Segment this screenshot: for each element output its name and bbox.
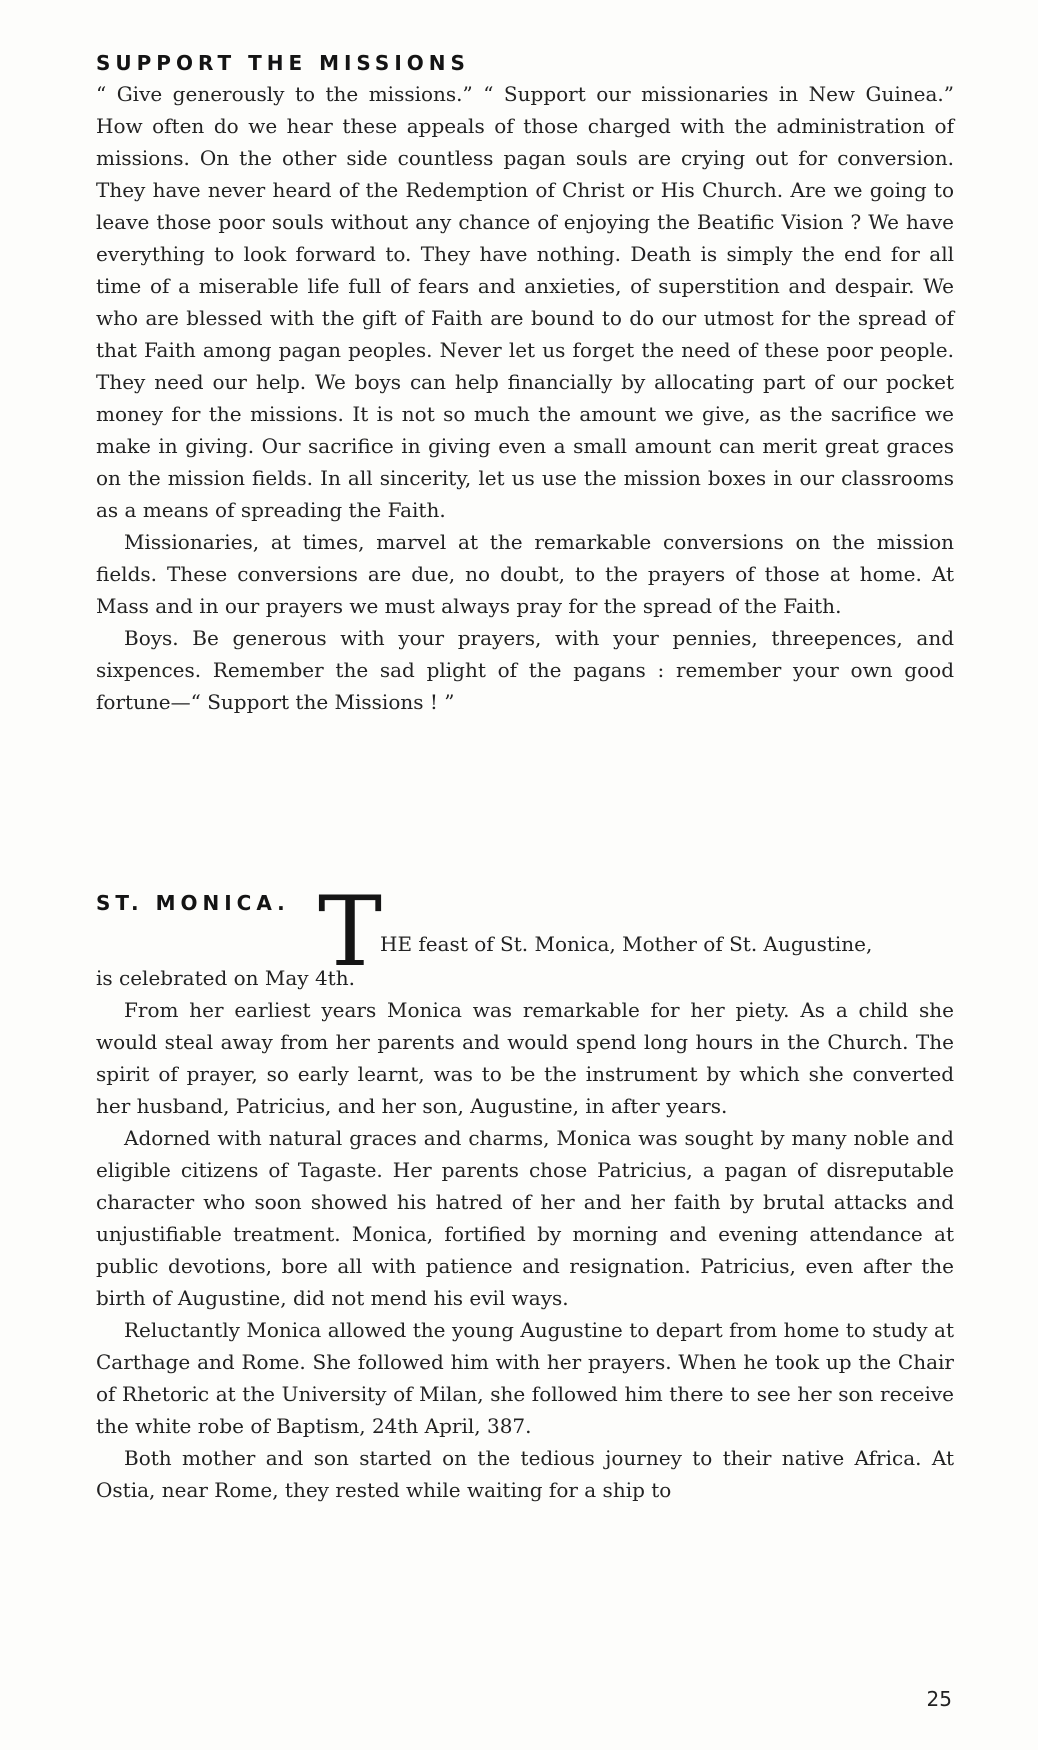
monica-lead-rest: is celebrated on May 4th. — [96, 966, 355, 990]
drop-cap: T — [318, 876, 383, 988]
missions-heading: SUPPORT THE MISSIONS — [96, 51, 470, 75]
monica-paragraph: Both mother and son started on the tedious journey to their native Africa. At Ostia, near Rome, they rested while waiting for a ship to — [96, 1446, 954, 1502]
monica-lead-line: HE feast of St. Monica, Mother of St. Augustine, — [380, 932, 873, 956]
monica-heading: ST. MONICA. — [96, 891, 290, 915]
monica-paragraph: From her earliest years Monica was remarkable for her piety. As a child she would steal away from her parents and would spend long hours in the Church. The spirit of prayer, so early learnt, was to be the instrument by which she converted her husband, Patricius, and her son, Augustine, in after years. — [96, 998, 954, 1118]
missions-paragraph: Missionaries, at times, marvel at the remarkable conversions on the mission fields. These conversions are due, no doubt, to the prayers of those at home. At Mass and in our prayers we must always pray for the spread of the Faith. — [96, 530, 954, 618]
monica-section — [96, 878, 954, 1506]
missions-paragraph: Boys. Be generous with your prayers, with your pennies, threepences, and sixpences. Remember the sad plight of the pagans : remember your own good fortune—“ Support the Missions ! ” — [96, 626, 954, 714]
missions-section — [96, 48, 954, 718]
monica-paragraph: Adorned with natural graces and charms, Monica was sought by many noble and eligible citizens of Tagaste. Her parents chose Patricius, a pagan of disreputable character who soon showed his hatred of her and her faith by brutal attacks and unjustifiable treatment. Monica, fortified by morning and evening attendance at public devotions, bore all with patience and resignation. Patricius, even after the birth of Augustine, did not mend his evil ways. — [96, 1126, 954, 1310]
page-number: 25 — [926, 1687, 952, 1711]
missions-paragraph: “ Give generously to the missions.” “ Support our missionaries in New Guinea.” How often do we hear these appeals of those charged with the administration of missions. On the other side countless pagan souls are crying out for conversion. They have never heard of the Redemption of Christ or His Church. Are we going to leave those poor souls without any chance of enjoying the Beatific Vision ? We have everything to look forward to. They have nothing. Death is simply the end for all time of a miserable life full of fears and anxieties, of superstition and despair. We who are blessed with the gift of Faith are bound to do our utmost for the spread of that Faith among pagan peoples. Never let us forget the need of these poor people. They need our help. We boys can help financially by allocating part of our pocket money for the missions. It is not so much the amount we give, as the sacrifice we make in giving. Our sacrifice in giving even a small amount can merit great graces on the mission fields. In all sincerity, let us use the mission boxes in our classrooms as a means of spreading the Faith. — [96, 82, 954, 522]
monica-paragraph: Reluctantly Monica allowed the young Augustine to depart from home to study at Carthage and Rome. She followed him with her prayers. When he took up the Chair of Rhetoric at the University of Milan, she followed him there to see her son receive the white robe of Baptism, 24th April, 387. — [96, 1318, 954, 1438]
